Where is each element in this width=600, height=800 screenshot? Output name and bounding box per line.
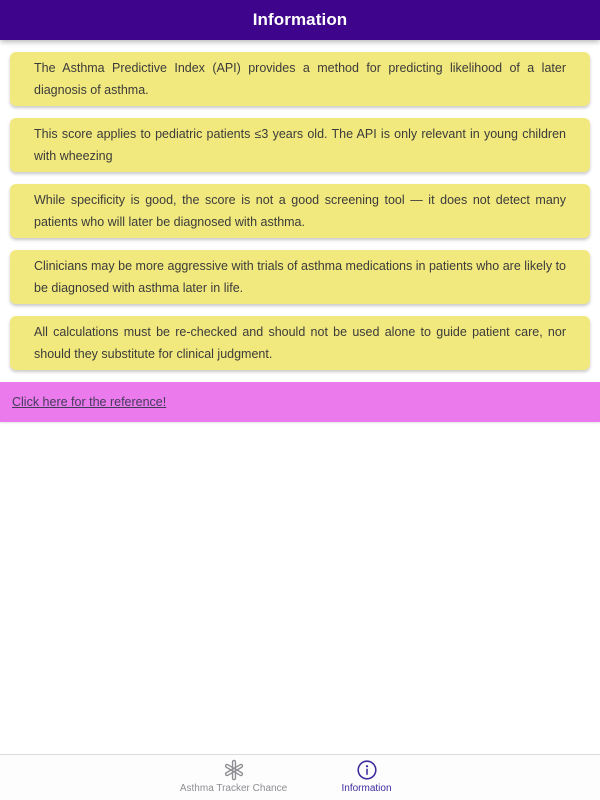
info-card [10, 118, 590, 172]
app-header [0, 0, 600, 40]
tab-information[interactable] [300, 755, 433, 800]
reference-banner [0, 382, 600, 422]
page-title: Information [252, 10, 348, 29]
info-card [10, 184, 590, 238]
tab-asthma-tracker-chance[interactable] [167, 755, 300, 800]
info-card [10, 52, 590, 106]
info-card-text: While specificity is good, the score is not a good screening tool — it does not detect many patients who will later be diagnosed with asthma. [34, 193, 566, 229]
info-card-text: The Asthma Predictive Index (API) provides a method for predicting likelihood of a later diagnosis of asthma. [34, 61, 566, 97]
tab-label: Information [341, 783, 392, 794]
asterisk-medical-icon [223, 759, 245, 781]
info-card-list [0, 40, 600, 370]
info-card [10, 250, 590, 304]
info-card [10, 316, 590, 370]
tab-label: Asthma Tracker Chance [179, 783, 288, 794]
info-circle-icon [356, 759, 378, 781]
tab-bar [0, 754, 600, 800]
info-card-text: All calculations must be re-checked and should not be used alone to guide patient care, nor should they substitute for clinical judgment. [34, 325, 566, 361]
info-card-text: This score applies to pediatric patients ≤3 years old. The API is only relevant in young children with wheezing [34, 127, 566, 163]
info-card-text: Clinicians may be more aggressive with trials of asthma medications in patients who are likely to be diagnosed with asthma later in life. [34, 259, 566, 295]
reference-link[interactable]: Click here for the reference! [12, 395, 167, 409]
